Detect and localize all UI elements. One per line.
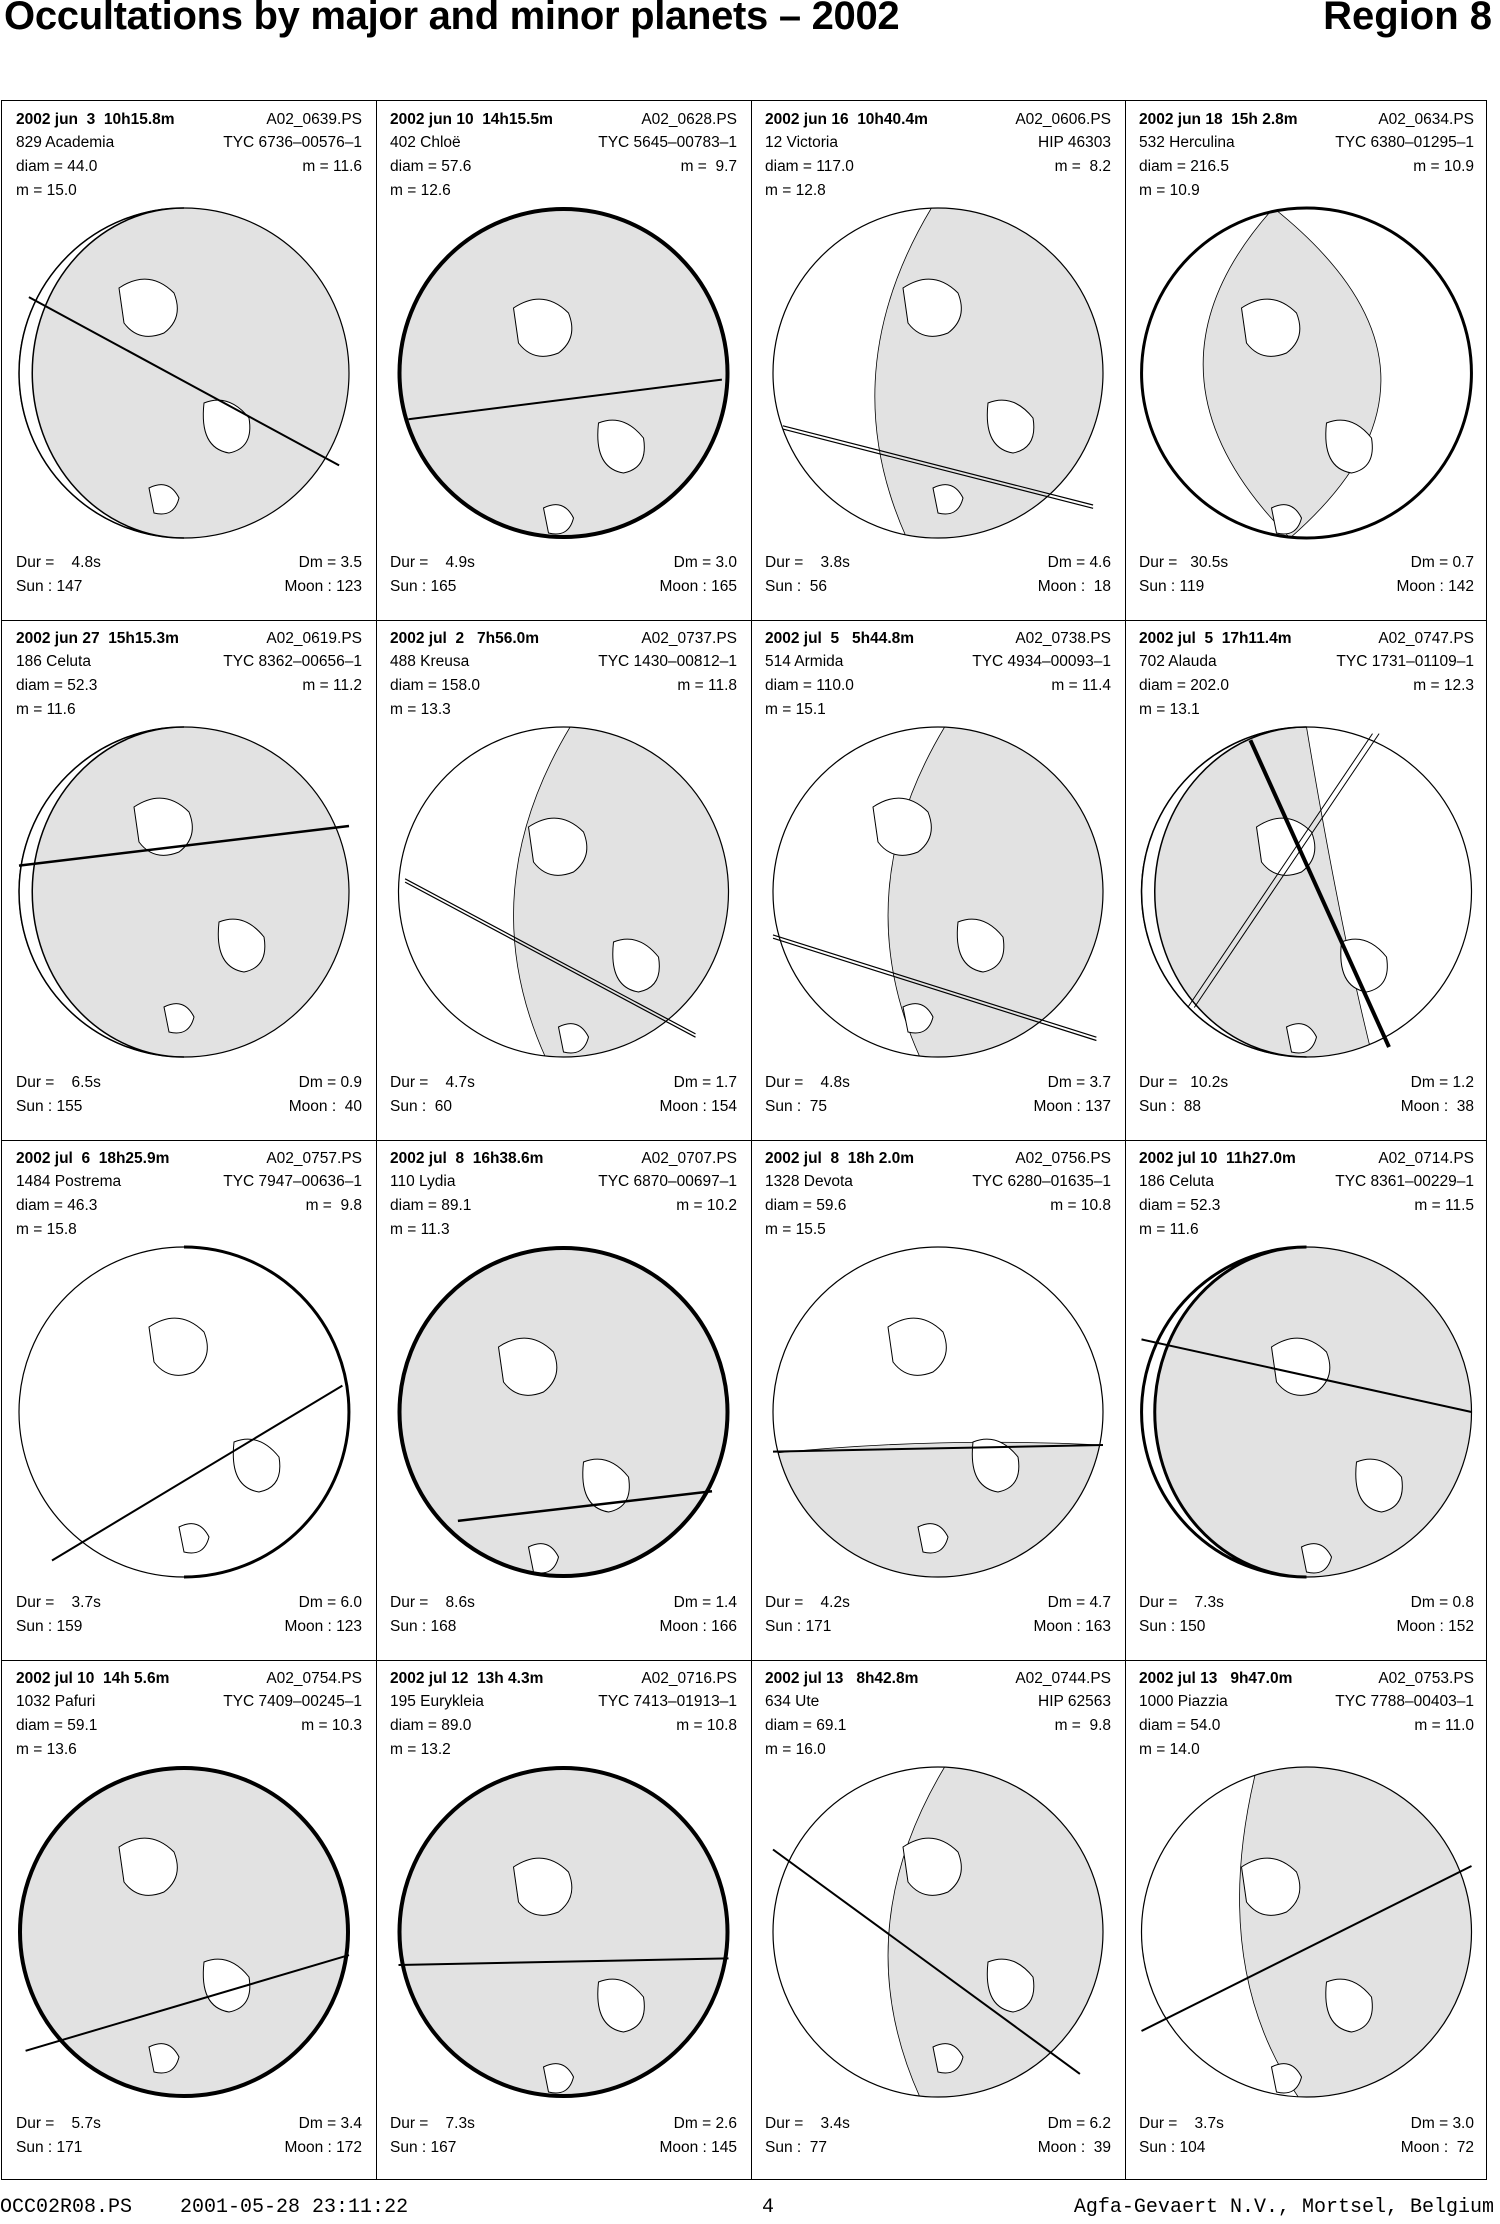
duration: Dur = 30.5s xyxy=(1139,554,1229,571)
star-id: TYC 6280–01635–1 xyxy=(972,1173,1111,1190)
object-name: 1328 Devota xyxy=(765,1173,853,1190)
moon-elongation: Moon : 166 xyxy=(659,1618,737,1635)
shade-region xyxy=(1240,1767,1472,2097)
occultation-panel xyxy=(1125,1660,1488,2181)
occultation-grid xyxy=(1,100,1487,2180)
globe-map xyxy=(2,1140,376,1660)
object-diameter: diam = 46.3 xyxy=(16,1197,98,1214)
star-id: TYC 6736–00576–1 xyxy=(223,134,362,151)
moon-elongation: Moon : 38 xyxy=(1400,1098,1474,1115)
duration: Dur = 3.7s xyxy=(1139,2115,1224,2132)
star-id: TYC 7413–01913–1 xyxy=(598,1693,737,1710)
globe-map xyxy=(2,1660,376,2181)
globe-map xyxy=(751,1140,1125,1660)
event-date: 2002 jul 8 18h 2.0m xyxy=(765,1150,915,1167)
star-id: HIP 46303 xyxy=(1038,134,1111,151)
occultation-panel xyxy=(376,620,751,1140)
moon-elongation: Moon : 123 xyxy=(284,578,362,595)
object-name: 1032 Pafuri xyxy=(16,1693,96,1710)
moon-elongation: Moon : 123 xyxy=(284,1618,362,1635)
plot-file: A02_0628.PS xyxy=(641,111,737,128)
object-magnitude: m = 15.8 xyxy=(16,1221,77,1238)
footer-page-number: 4 xyxy=(762,2196,775,2219)
object-magnitude: m = 13.1 xyxy=(1139,701,1200,718)
star-magnitude: m = 10.2 xyxy=(676,1197,737,1214)
plot-file: A02_0756.PS xyxy=(1015,1150,1111,1167)
object-diameter: diam = 202.0 xyxy=(1139,677,1230,694)
event-date: 2002 jul 8 16h38.6m xyxy=(390,1150,544,1167)
continent-outline xyxy=(903,1838,961,1895)
region-label: Region 8 xyxy=(1323,0,1492,38)
continent-outline xyxy=(1242,1858,1300,1915)
footer-file-info: OCC02R08.PS 2001-05-28 23:11:22 xyxy=(0,2196,409,2219)
continent-outline xyxy=(514,299,572,356)
moon-elongation: Moon : 72 xyxy=(1400,2139,1474,2156)
object-magnitude: m = 12.6 xyxy=(390,182,451,199)
magnitude-drop: Dm = 6.0 xyxy=(298,1594,362,1611)
object-diameter: diam = 110.0 xyxy=(765,677,854,694)
globe-map xyxy=(376,1140,751,1660)
object-diameter: diam = 52.3 xyxy=(16,677,98,694)
event-date: 2002 jul 5 17h11.4m xyxy=(1139,630,1292,647)
duration: Dur = 4.9s xyxy=(390,554,475,571)
moon-elongation: Moon : 145 xyxy=(659,2139,737,2156)
star-magnitude: m = 9.8 xyxy=(305,1197,362,1214)
object-name: 1484 Postrema xyxy=(16,1173,122,1190)
star-magnitude: m = 12.3 xyxy=(1413,677,1474,694)
globe-map xyxy=(751,620,1125,1140)
continent-outline xyxy=(1242,299,1300,356)
continent-outline xyxy=(514,1858,572,1915)
shade-region xyxy=(514,727,729,1057)
night-shading xyxy=(888,1767,1103,2097)
duration: Dur = 7.3s xyxy=(390,2115,475,2132)
sun-elongation: Sun : 104 xyxy=(1139,2139,1206,2156)
moon-elongation: Moon : 39 xyxy=(1037,2139,1111,2156)
star-magnitude: m = 10.8 xyxy=(1050,1197,1111,1214)
star-magnitude: m = 11.5 xyxy=(1414,1197,1474,1214)
star-magnitude: m = 8.2 xyxy=(1054,158,1111,175)
magnitude-drop: Dm = 0.9 xyxy=(298,1074,362,1091)
object-magnitude: m = 15.0 xyxy=(16,182,77,199)
object-magnitude: m = 12.8 xyxy=(765,182,826,199)
object-magnitude: m = 11.6 xyxy=(16,701,76,718)
shade-region xyxy=(888,1767,1103,2097)
magnitude-drop: Dm = 3.5 xyxy=(298,554,362,571)
occultation-panel xyxy=(751,1140,1125,1660)
plot-file: A02_0738.PS xyxy=(1015,630,1111,647)
night-shading xyxy=(514,727,729,1057)
sun-elongation: Sun : 75 xyxy=(765,1098,828,1115)
continent-outline xyxy=(499,1338,557,1395)
star-magnitude: m = 11.8 xyxy=(677,677,737,694)
object-magnitude: m = 14.0 xyxy=(1139,1741,1200,1758)
object-diameter: diam = 54.0 xyxy=(1139,1717,1221,1734)
globe-map xyxy=(1125,1140,1488,1660)
continent-outline xyxy=(1272,1338,1330,1395)
object-name: 1000 Piazzia xyxy=(1139,1693,1228,1710)
object-name: 702 Alauda xyxy=(1139,653,1217,670)
object-name: 12 Victoria xyxy=(765,134,838,151)
object-magnitude: m = 13.3 xyxy=(390,701,451,718)
object-magnitude: m = 11.3 xyxy=(390,1221,450,1238)
star-magnitude: m = 10.3 xyxy=(301,1717,362,1734)
moon-elongation: Moon : 154 xyxy=(659,1098,737,1115)
event-date: 2002 jul 10 14h 5.6m xyxy=(16,1670,170,1687)
globe-map xyxy=(376,101,751,620)
moon-elongation: Moon : 172 xyxy=(284,2139,362,2156)
sun-elongation: Sun : 119 xyxy=(1139,578,1205,595)
object-magnitude: m = 13.6 xyxy=(16,1741,77,1758)
star-magnitude: m = 10.9 xyxy=(1413,158,1474,175)
moon-elongation: Moon : 165 xyxy=(659,578,737,595)
star-id: TYC 7788–00403–1 xyxy=(1335,1693,1474,1710)
shade-region xyxy=(875,208,1103,538)
moon-elongation: Moon : 152 xyxy=(1396,1618,1474,1635)
plot-file: A02_0744.PS xyxy=(1015,1670,1111,1687)
star-id: TYC 4934–00093–1 xyxy=(972,653,1111,670)
sun-elongation: Sun : 165 xyxy=(390,578,457,595)
duration: Dur = 4.8s xyxy=(16,554,101,571)
event-date: 2002 jun 18 15h 2.8m xyxy=(1139,111,1298,128)
event-date: 2002 jul 6 18h25.9m xyxy=(16,1150,170,1167)
magnitude-drop: Dm = 3.0 xyxy=(673,554,737,571)
star-id: TYC 8362–00656–1 xyxy=(223,653,362,670)
continent-outline xyxy=(873,798,931,855)
object-name: 532 Herculina xyxy=(1139,134,1235,151)
magnitude-drop: Dm = 2.6 xyxy=(673,2115,737,2132)
object-diameter: diam = 57.6 xyxy=(390,158,472,175)
sun-elongation: Sun : 56 xyxy=(765,578,828,595)
plot-file: A02_0753.PS xyxy=(1378,1670,1474,1687)
event-date: 2002 jul 12 13h 4.3m xyxy=(390,1670,544,1687)
star-id: TYC 1731–01109–1 xyxy=(1336,653,1474,670)
occultation-panel xyxy=(376,1660,751,2181)
object-name: 110 Lydia xyxy=(390,1173,456,1190)
occultation-panel xyxy=(1125,620,1488,1140)
object-diameter: diam = 158.0 xyxy=(390,677,481,694)
object-magnitude: m = 13.2 xyxy=(390,1741,451,1758)
sun-elongation: Sun : 167 xyxy=(390,2139,457,2156)
event-date: 2002 jul 13 8h42.8m xyxy=(765,1670,919,1687)
continent-outline xyxy=(529,818,587,875)
duration: Dur = 8.6s xyxy=(390,1594,475,1611)
star-magnitude: m = 9.7 xyxy=(680,158,737,175)
duration: Dur = 3.4s xyxy=(765,2115,850,2132)
duration: Dur = 3.7s xyxy=(16,1594,101,1611)
occultation-panel xyxy=(751,101,1125,620)
magnitude-drop: Dm = 1.4 xyxy=(673,1594,737,1611)
object-diameter: diam = 89.1 xyxy=(390,1197,472,1214)
sun-elongation: Sun : 60 xyxy=(390,1098,453,1115)
event-date: 2002 jun 3 10h15.8m xyxy=(16,111,175,128)
object-diameter: diam = 52.3 xyxy=(1139,1197,1221,1214)
moon-elongation: Moon : 163 xyxy=(1033,1618,1111,1635)
magnitude-drop: Dm = 4.6 xyxy=(1047,554,1111,571)
globe-map xyxy=(2,620,376,1140)
object-magnitude: m = 15.5 xyxy=(765,1221,826,1238)
globe-map xyxy=(1125,101,1488,620)
sun-elongation: Sun : 159 xyxy=(16,1618,83,1635)
plot-file: A02_0747.PS xyxy=(1378,630,1474,647)
plot-file: A02_0737.PS xyxy=(641,630,737,647)
sun-elongation: Sun : 77 xyxy=(765,2139,828,2156)
occultation-panel xyxy=(376,1140,751,1660)
object-magnitude: m = 11.6 xyxy=(1139,1221,1199,1238)
plot-file: A02_0757.PS xyxy=(266,1150,362,1167)
duration: Dur = 4.2s xyxy=(765,1594,850,1611)
event-date: 2002 jul 5 5h44.8m xyxy=(765,630,915,647)
magnitude-drop: Dm = 6.2 xyxy=(1047,2115,1111,2132)
moon-elongation: Moon : 18 xyxy=(1037,578,1111,595)
plot-file: A02_0634.PS xyxy=(1378,111,1474,128)
duration: Dur = 7.3s xyxy=(1139,1594,1224,1611)
globe-map xyxy=(376,620,751,1140)
object-name: 402 Chloë xyxy=(390,134,461,151)
star-magnitude: m = 11.0 xyxy=(1414,1717,1474,1734)
star-magnitude: m = 9.8 xyxy=(1054,1717,1111,1734)
object-diameter: diam = 44.0 xyxy=(16,158,98,175)
object-name: 195 Eurykleia xyxy=(390,1693,484,1710)
occultation-panel xyxy=(751,620,1125,1140)
star-magnitude: m = 11.6 xyxy=(302,158,362,175)
occultation-panel xyxy=(2,101,376,620)
object-magnitude: m = 10.9 xyxy=(1139,182,1200,199)
star-id: TYC 1430–00812–1 xyxy=(598,653,737,670)
star-id: TYC 7947–00636–1 xyxy=(223,1173,362,1190)
event-date: 2002 jun 27 15h15.3m xyxy=(16,630,179,647)
globe-map xyxy=(1125,620,1488,1140)
sun-elongation: Sun : 171 xyxy=(765,1618,832,1635)
object-diameter: diam = 89.0 xyxy=(390,1717,472,1734)
globe-map xyxy=(751,101,1125,620)
object-diameter: diam = 69.1 xyxy=(765,1717,847,1734)
event-date: 2002 jul 13 9h47.0m xyxy=(1139,1670,1293,1687)
magnitude-drop: Dm = 1.7 xyxy=(673,1074,737,1091)
object-name: 829 Academia xyxy=(16,134,115,151)
plot-file: A02_0619.PS xyxy=(266,630,362,647)
occultation-panel xyxy=(1125,101,1488,620)
continent-outline xyxy=(903,279,961,336)
occultation-panel xyxy=(2,620,376,1140)
duration: Dur = 6.5s xyxy=(16,1074,101,1091)
star-magnitude: m = 11.2 xyxy=(302,677,362,694)
globe-map xyxy=(2,101,376,620)
object-name: 186 Celuta xyxy=(16,653,91,670)
star-id: HIP 62563 xyxy=(1038,1693,1111,1710)
duration: Dur = 5.7s xyxy=(16,2115,101,2132)
object-name: 186 Celuta xyxy=(1139,1173,1214,1190)
plot-file: A02_0716.PS xyxy=(641,1670,737,1687)
object-name: 514 Armida xyxy=(765,653,844,670)
duration: Dur = 4.8s xyxy=(765,1074,850,1091)
plot-file: A02_0639.PS xyxy=(266,111,362,128)
object-name: 634 Ute xyxy=(765,1693,820,1710)
moon-elongation: Moon : 40 xyxy=(288,1098,362,1115)
occultation-panel xyxy=(2,1140,376,1660)
occultation-panel xyxy=(376,101,751,620)
continent-outline xyxy=(149,1318,207,1375)
magnitude-drop: Dm = 0.7 xyxy=(1410,554,1474,571)
object-name: 488 Kreusa xyxy=(390,653,470,670)
star-id: TYC 7409–00245–1 xyxy=(223,1693,362,1710)
event-date: 2002 jul 10 11h27.0m xyxy=(1139,1150,1296,1167)
star-id: TYC 6870–00697–1 xyxy=(598,1173,737,1190)
star-magnitude: m = 11.4 xyxy=(1051,677,1111,694)
footer-publisher: Agfa-Gevaert N.V., Mortsel, Belgium xyxy=(1073,2196,1494,2219)
star-id: TYC 6380–01295–1 xyxy=(1335,134,1474,151)
plot-file: A02_0714.PS xyxy=(1378,1150,1474,1167)
object-diameter: diam = 216.5 xyxy=(1139,158,1230,175)
object-diameter: diam = 117.0 xyxy=(765,158,854,175)
plot-file: A02_0606.PS xyxy=(1015,111,1111,128)
duration: Dur = 4.7s xyxy=(390,1074,475,1091)
magnitude-drop: Dm = 0.8 xyxy=(1410,1594,1474,1611)
magnitude-drop: Dm = 3.7 xyxy=(1047,1074,1111,1091)
sun-elongation: Sun : 150 xyxy=(1139,1618,1206,1635)
globe-map xyxy=(1125,1660,1488,2181)
star-magnitude: m = 10.8 xyxy=(676,1717,737,1734)
continent-outline xyxy=(119,279,177,336)
occultation-panel xyxy=(2,1660,376,2181)
magnitude-drop: Dm = 4.7 xyxy=(1047,1594,1111,1611)
plot-file: A02_0754.PS xyxy=(266,1670,362,1687)
object-magnitude: m = 15.1 xyxy=(765,701,826,718)
night-shading xyxy=(1240,1767,1472,2097)
magnitude-drop: Dm = 1.2 xyxy=(1410,1074,1474,1091)
event-date: 2002 jun 10 14h15.5m xyxy=(390,111,553,128)
page-title: Occultations by major and minor planets – 2002 xyxy=(4,0,900,38)
moon-elongation: Moon : 142 xyxy=(1396,578,1474,595)
duration: Dur = 3.8s xyxy=(765,554,850,571)
sun-elongation: Sun : 147 xyxy=(16,578,83,595)
object-diameter: diam = 59.6 xyxy=(765,1197,847,1214)
magnitude-drop: Dm = 3.0 xyxy=(1410,2115,1474,2132)
star-id: TYC 8361–00229–1 xyxy=(1335,1173,1474,1190)
event-date: 2002 jun 16 10h40.4m xyxy=(765,111,928,128)
sun-elongation: Sun : 88 xyxy=(1139,1098,1202,1115)
star-id: TYC 5645–00783–1 xyxy=(598,134,737,151)
shade-region xyxy=(773,1442,1103,1577)
magnitude-drop: Dm = 3.4 xyxy=(298,2115,362,2132)
occultation-panel xyxy=(751,1660,1125,2181)
sun-elongation: Sun : 168 xyxy=(390,1618,457,1635)
sun-elongation: Sun : 171 xyxy=(16,2139,83,2156)
globe-map xyxy=(376,1660,751,2181)
plot-file: A02_0707.PS xyxy=(641,1150,737,1167)
object-diameter: diam = 59.1 xyxy=(16,1717,98,1734)
object-magnitude: m = 16.0 xyxy=(765,1741,826,1758)
continent-outline xyxy=(119,1838,177,1895)
duration: Dur = 10.2s xyxy=(1139,1074,1229,1091)
night-shading xyxy=(875,208,1103,538)
moon-elongation: Moon : 137 xyxy=(1033,1098,1111,1115)
sun-elongation: Sun : 155 xyxy=(16,1098,83,1115)
occultation-panel xyxy=(1125,1140,1488,1660)
continent-outline xyxy=(888,1318,946,1375)
event-date: 2002 jul 2 7h56.0m xyxy=(390,630,540,647)
globe-map xyxy=(751,1660,1125,2181)
